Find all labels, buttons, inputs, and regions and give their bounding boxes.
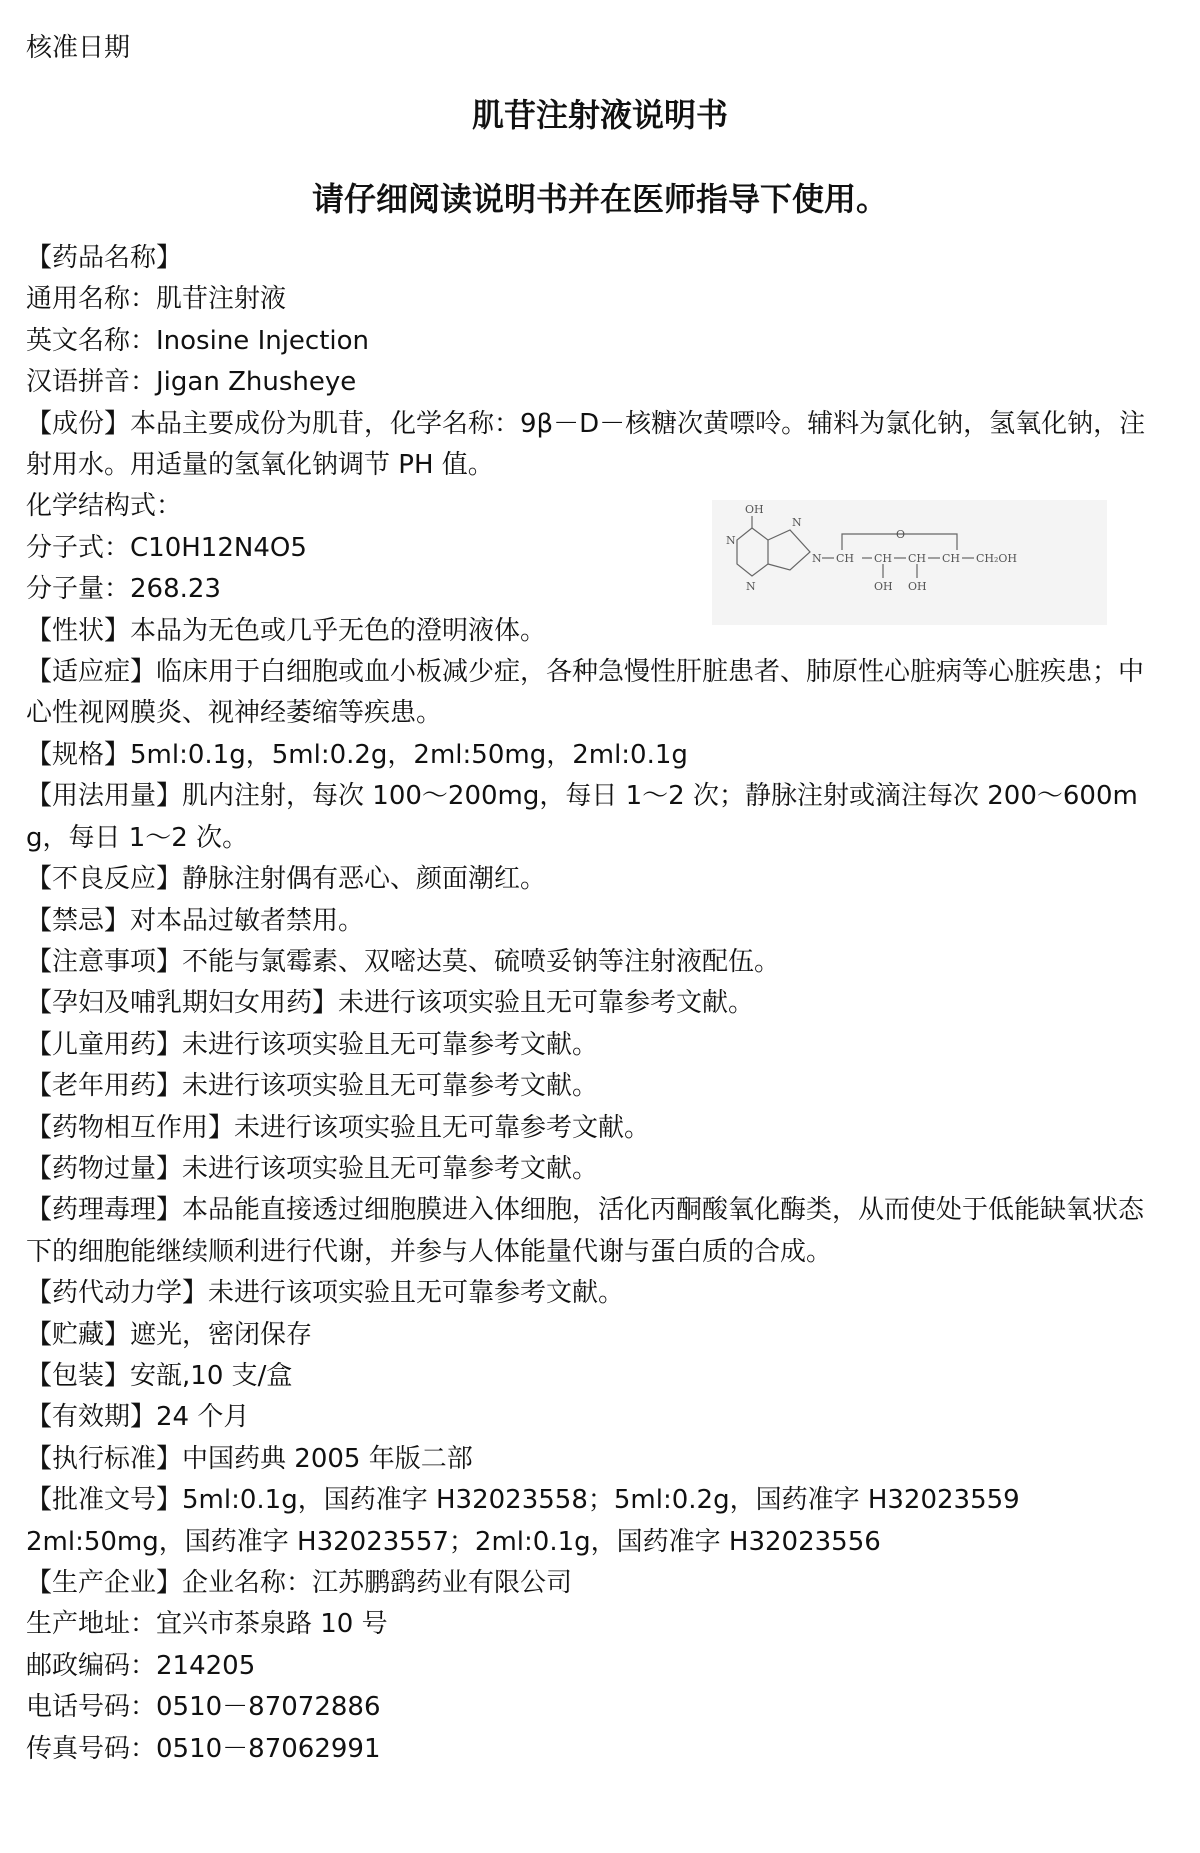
page-subtitle: 请仔细阅读说明书并在医师指导下使用。 <box>311 180 888 218</box>
package-text: 安瓿,10 支/盒 <box>130 1360 293 1391</box>
contra-text: 对本品过敏者禁用。 <box>130 905 365 936</box>
package-label: 【包装】 <box>26 1360 131 1391</box>
composition-text: 本品主要成份为肌苷，化学名称：9β－D－核糖次黄嘌呤。辅料为氯化钠，氢氧化钠，注射用水。用适量的氢氧化钠调节 PH 值。 <box>26 408 1146 481</box>
contra-label: 【禁忌】 <box>26 905 131 936</box>
pregnancy-section <box>26 983 1156 1024</box>
maker-phone: 电话号码：0510－87072886 <box>26 1692 381 1723</box>
struct-label-oh1: OH <box>874 580 893 593</box>
composition-label: 【成份】 <box>26 408 131 439</box>
description-label: 【性状】 <box>26 615 131 646</box>
standard-text: 中国药典 2005 年版二部 <box>182 1443 473 1474</box>
maker-label: 【生产企业】 <box>26 1568 183 1598</box>
page-title: 肌苷注射液说明书 <box>471 96 728 134</box>
dosage-text: 肌内注射，每次 100～200mg，每日 1～2 次；静脉注射或滴注每次 200～600mg，每日 1～2 次。 <box>26 781 1138 853</box>
storage-section <box>26 1315 1156 1356</box>
description-text: 本品为无色或几乎无色的澄明液体。 <box>130 615 547 646</box>
struct-label-oh-top: OH <box>745 503 764 516</box>
geriatric-label: 【老年用药】 <box>26 1071 183 1102</box>
dosage-label: 【用法用量】 <box>26 781 183 812</box>
struct-label-n3: N <box>792 516 802 529</box>
pharmacology-text: 本品能直接透过细胞膜进入体细胞，活化丙酮酸氧化酶类，从而使处于低能缺氧状态下的细胞能继续顺利进行代谢，并参与人体能量代谢与蛋白质的合成。 <box>26 1195 1145 1267</box>
struct-label-oh2: OH <box>908 580 927 593</box>
storage-text: 遮光，密闭保存 <box>130 1319 313 1350</box>
spec-section <box>26 735 1156 776</box>
molecular-formula: 分子式：C10H12N4O5 <box>26 532 307 563</box>
maker-postcode: 邮政编码：214205 <box>26 1650 256 1681</box>
dosage-section <box>26 776 1156 859</box>
structure-svg <box>712 500 1107 625</box>
geriatric-section <box>26 1066 1156 1107</box>
struct-label-n1: N <box>726 534 736 547</box>
generic-name: 通用名称：肌苷注射液 <box>26 284 287 315</box>
pinyin-name: 汉语拼音：Jigan Zhusheye <box>26 367 357 398</box>
spec-text: 5ml:0.1g，5ml:0.2g，2ml:50mg，2ml:0.1g <box>130 739 688 770</box>
struct-label-ch2oh: CH₂OH <box>976 552 1018 565</box>
overdose-label: 【药物过量】 <box>26 1153 183 1184</box>
standard-section <box>26 1439 1156 1480</box>
interaction-section <box>26 1108 1156 1149</box>
maker-fax: 传真号码：0510－87062991 <box>26 1733 381 1764</box>
structure-label: 化学结构式： <box>26 491 183 522</box>
approval-label: 【批准文号】 <box>26 1485 183 1516</box>
validity-text: 24 个月 <box>156 1402 250 1433</box>
approval-text-1: 5ml:0.1g，国药准字 H32023558；5ml:0.2g，国药准字 H32023559 <box>182 1485 1020 1516</box>
pregnancy-label: 【孕妇及哺乳期妇女用药】 <box>26 988 339 1019</box>
maker-text: 企业名称：江苏鹏鹞药业有限公司 <box>182 1568 573 1598</box>
overdose-text: 未进行该项实验且无可靠参考文献。 <box>182 1153 599 1184</box>
approval-text-2: 2ml:50mg，国药准字 H32023557；2ml:0.1g，国药准字 H32023556 <box>26 1526 881 1557</box>
indication-section <box>26 652 1156 735</box>
adverse-section <box>26 859 1156 900</box>
precaution-section <box>26 942 1156 983</box>
interaction-text: 未进行该项实验且无可靠参考文献。 <box>234 1112 651 1143</box>
leaflet-body <box>26 238 1156 1770</box>
validity-label: 【有效期】 <box>26 1402 157 1433</box>
adverse-label: 【不良反应】 <box>26 864 183 895</box>
struct-label-ch2: CH <box>874 552 893 565</box>
interaction-label: 【药物相互作用】 <box>26 1112 235 1143</box>
precaution-label: 【注意事项】 <box>26 946 183 977</box>
validity-section <box>26 1397 1156 1438</box>
struct-label-ch3: CH <box>908 552 927 565</box>
struct-label-n4: N <box>812 552 822 565</box>
english-name: 英文名称：Inosine Injection <box>26 325 370 356</box>
pharmacology-label: 【药理毒理】 <box>26 1195 183 1226</box>
pk-text: 未进行该项实验且无可靠参考文献。 <box>208 1278 625 1309</box>
adverse-text: 静脉注射偶有恶心、颜面潮红。 <box>182 864 547 895</box>
approve-date-label: 核准日期 <box>26 33 131 63</box>
maker-address: 生产地址：宜兴市茶泉路 10 号 <box>26 1609 388 1640</box>
maker-section <box>26 1563 1156 1604</box>
drug-name-heading: 【药品名称】 <box>26 243 183 273</box>
geriatric-text: 未进行该项实验且无可靠参考文献。 <box>182 1071 599 1102</box>
standard-label: 【执行标准】 <box>26 1443 183 1474</box>
spec-label: 【规格】 <box>26 739 131 770</box>
pediatric-label: 【儿童用药】 <box>26 1029 183 1060</box>
storage-label: 【贮藏】 <box>26 1319 131 1350</box>
precaution-text: 不能与氯霉素、双嘧达莫、硫喷妥钠等注射液配伍。 <box>182 946 781 977</box>
pharmacology-section <box>26 1190 1156 1273</box>
struct-label-ch1: CH <box>836 552 855 565</box>
indication-label: 【适应症】 <box>26 657 157 688</box>
chemical-structure-image <box>712 500 1107 625</box>
struct-label-o: O <box>896 528 906 541</box>
contra-section <box>26 901 1156 942</box>
package-section <box>26 1356 1156 1397</box>
overdose-section <box>26 1149 1156 1190</box>
pregnancy-text: 未进行该项实验且无可靠参考文献。 <box>338 988 755 1019</box>
molecular-weight: 分子量：268.23 <box>26 574 221 605</box>
indication-text: 临床用于白细胞或血小板减少症，各种急慢性肝脏患者、肺原性心脏病等心脏疾患；中心性视网膜炎、视神经萎缩等疾患。 <box>26 657 1145 729</box>
struct-label-ch4: CH <box>942 552 961 565</box>
pediatric-text: 未进行该项实验且无可靠参考文献。 <box>182 1029 599 1060</box>
pk-label: 【药代动力学】 <box>26 1278 209 1309</box>
pediatric-section <box>26 1025 1156 1066</box>
approval-section <box>26 1480 1156 1521</box>
pk-section <box>26 1273 1156 1314</box>
struct-label-n2: N <box>746 580 756 593</box>
composition-section <box>26 404 1156 487</box>
